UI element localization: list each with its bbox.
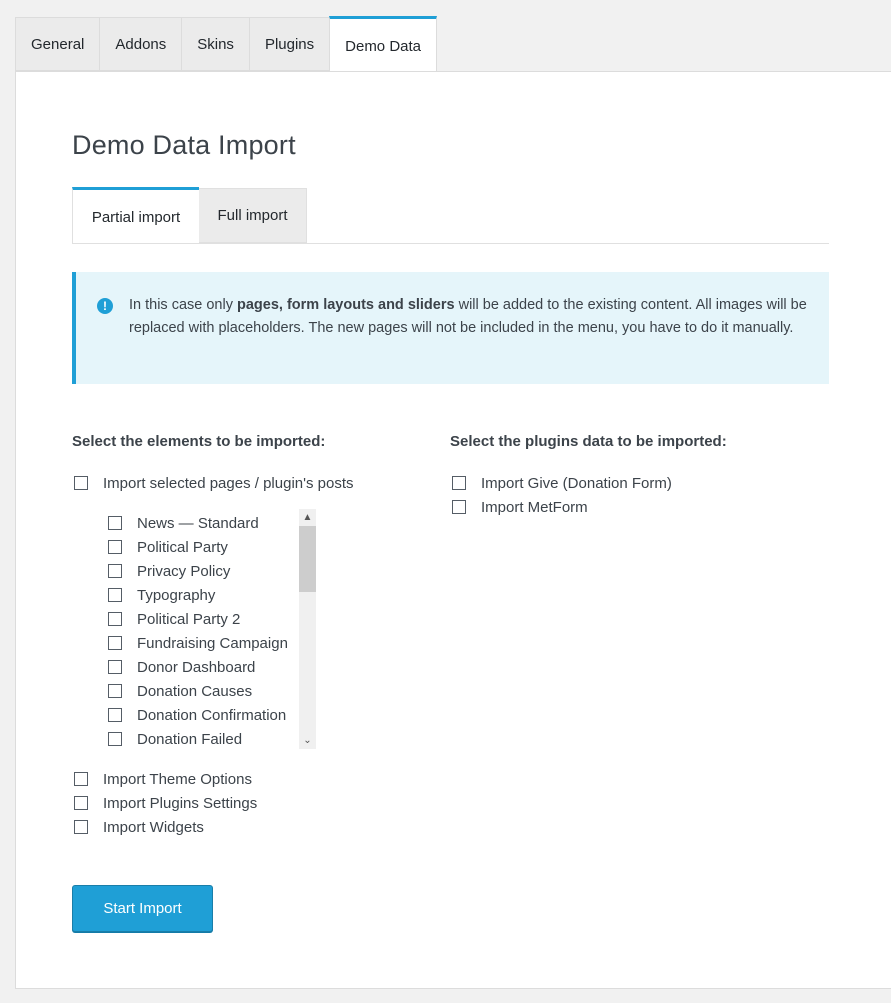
theme-options-checkbox[interactable]	[74, 772, 88, 786]
page-checkbox[interactable]	[108, 636, 122, 650]
scrollbar-thumb[interactable]	[299, 526, 316, 592]
list-item[interactable]: Donation Confirmation	[108, 704, 286, 726]
top-tabs	[15, 16, 437, 72]
import-theme-options[interactable]: Import Theme Options	[74, 768, 252, 790]
notice-text: In this case only pages, form layouts and sliders will be added to the existing content. All images will be replaced with placeholders. The new pages will not be included in the menu, you have to do it manually.	[129, 297, 807, 336]
tab-general[interactable]: General	[15, 17, 99, 71]
elements-label: Select the elements to be imported:	[72, 433, 326, 450]
page-checkbox[interactable]	[108, 660, 122, 674]
page-checkbox[interactable]	[108, 540, 122, 554]
tab-demo-data[interactable]: Demo Data	[329, 16, 437, 72]
page-checkbox[interactable]	[108, 612, 122, 626]
plugins-label: Select the plugins data to be imported:	[450, 433, 727, 450]
exclamation-circle-icon: !	[97, 298, 113, 314]
metform-checkbox[interactable]	[452, 500, 466, 514]
import-pages-option[interactable]	[74, 472, 354, 494]
tab-full-import[interactable]: Full import	[199, 188, 307, 243]
list-item[interactable]: Donation Failed	[108, 728, 242, 750]
import-pages-checkbox[interactable]	[74, 476, 88, 490]
pages-scrollbar[interactable]	[299, 509, 316, 749]
page-checkbox[interactable]	[108, 732, 122, 746]
page-checkbox[interactable]	[108, 564, 122, 578]
list-item[interactable]: Political Party 2	[108, 608, 240, 630]
page-title: Demo Data Import	[72, 130, 296, 160]
import-type-tabs	[72, 187, 829, 244]
give-checkbox[interactable]	[452, 476, 466, 490]
import-metform[interactable]: Import MetForm	[452, 496, 588, 518]
import-give[interactable]: Import Give (Donation Form)	[452, 472, 672, 494]
page-checkbox[interactable]	[108, 708, 122, 722]
list-item[interactable]: Political Party	[108, 536, 228, 558]
tab-skins[interactable]: Skins	[181, 17, 249, 71]
page-checkbox[interactable]	[108, 516, 122, 530]
import-plugins-settings[interactable]: Import Plugins Settings	[74, 792, 257, 814]
list-item[interactable]: Donation Causes	[108, 680, 252, 702]
tab-partial-import[interactable]: Partial import	[72, 187, 199, 243]
list-item[interactable]: News — Standard	[108, 512, 259, 534]
info-notice	[72, 272, 829, 384]
pages-list[interactable]	[106, 509, 317, 750]
start-import-button[interactable]: Start Import	[72, 885, 213, 932]
page-checkbox[interactable]	[108, 684, 122, 698]
import-widgets[interactable]: Import Widgets	[74, 816, 204, 838]
list-item[interactable]: Fundraising Campaign	[108, 632, 288, 654]
chevron-down-icon[interactable]: ⌄	[303, 735, 312, 746]
list-item[interactable]: Privacy Policy	[108, 560, 230, 582]
chevron-up-icon[interactable]: ▲	[302, 512, 313, 523]
list-item[interactable]: Donor Dashboard	[108, 656, 255, 678]
widgets-checkbox[interactable]	[74, 820, 88, 834]
page-checkbox[interactable]	[108, 588, 122, 602]
main-panel	[15, 71, 891, 989]
tab-plugins[interactable]: Plugins	[249, 17, 329, 71]
tab-addons[interactable]: Addons	[99, 17, 181, 71]
plugins-settings-checkbox[interactable]	[74, 796, 88, 810]
list-item[interactable]: Typography	[108, 584, 215, 606]
import-pages-label: Import selected pages / plugin's posts	[103, 474, 354, 492]
